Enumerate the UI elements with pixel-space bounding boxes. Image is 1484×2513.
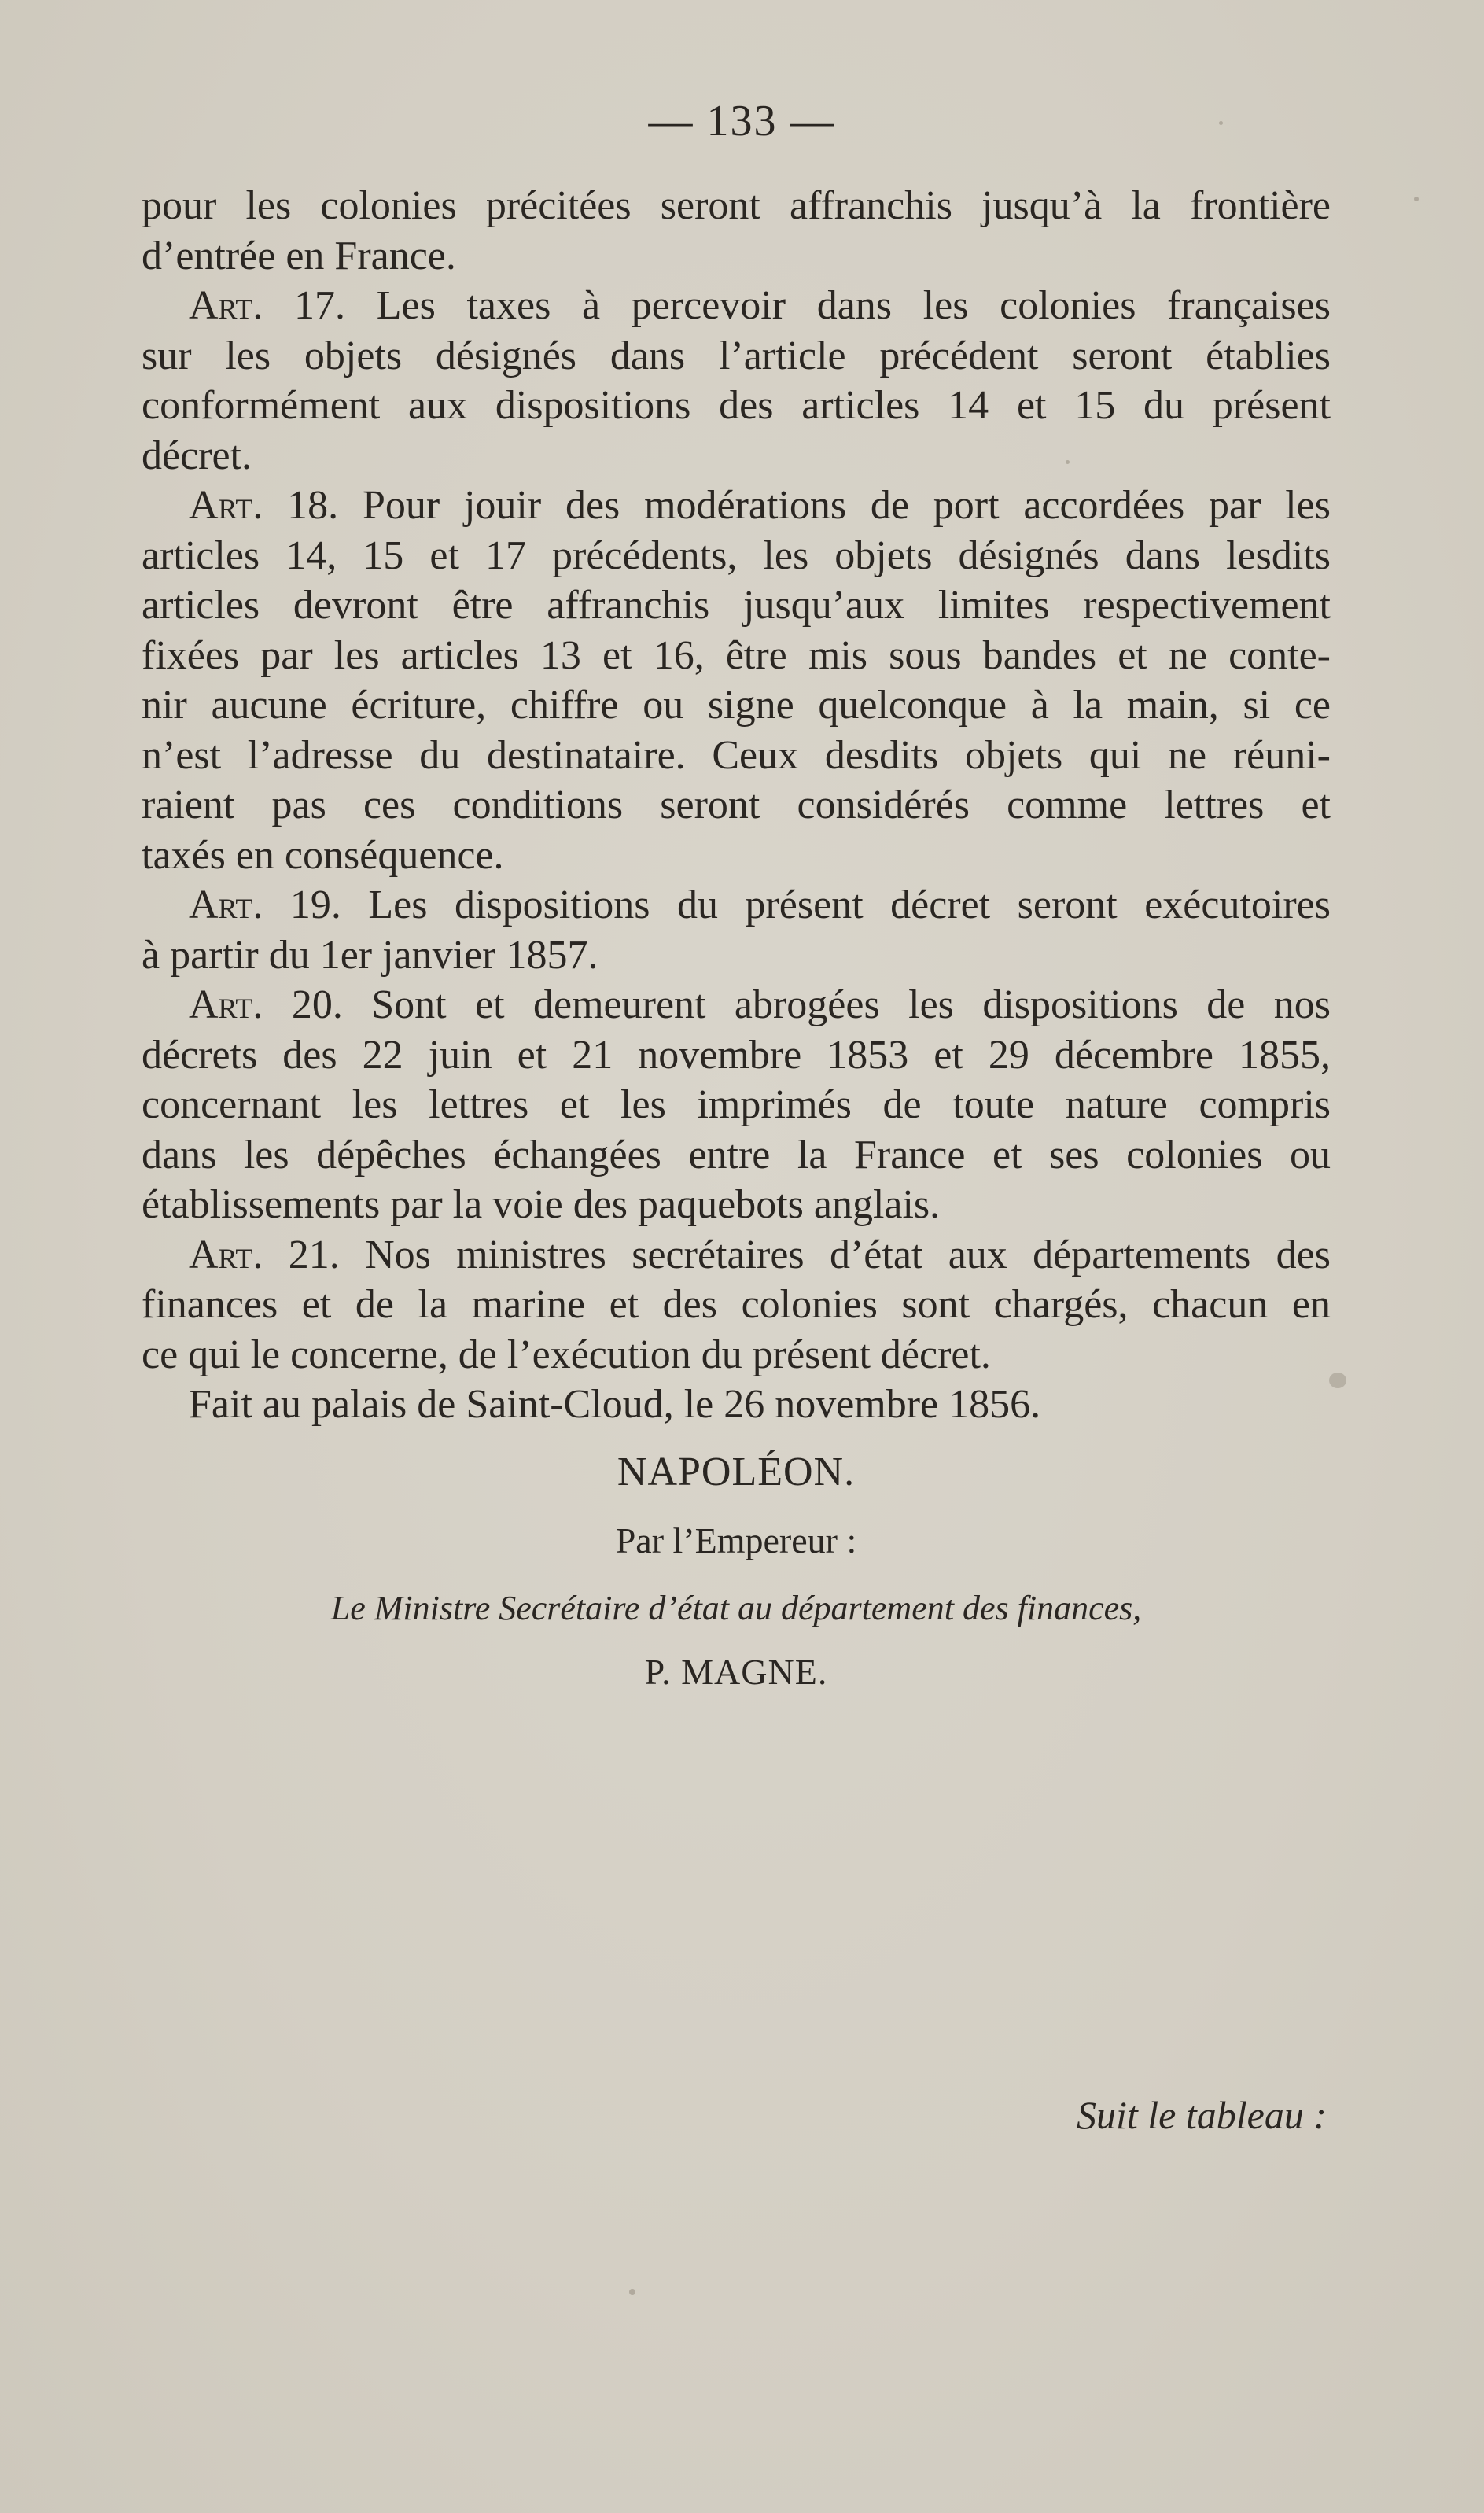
text-line: articles devront être affranchis jusqu’aux limites respectivement xyxy=(142,583,1331,628)
signature-name: NAPOLÉON. xyxy=(617,1449,856,1494)
text-line: établissements par la voie des paquebots anglais. xyxy=(142,1182,941,1227)
article-label: Art. 17. xyxy=(189,283,346,328)
text-line: raient pas ces conditions seront considérés comme lettres et xyxy=(142,783,1331,827)
text-line: à partir du 1er janvier 1857. xyxy=(142,932,598,978)
decree-body xyxy=(142,181,1331,1697)
text-line: fixées par les articles 13 et 16, être mis sous bandes et ne conte- xyxy=(142,632,1331,678)
paper-speck xyxy=(1219,121,1223,125)
text-line: nir aucune écriture, chiffre ou signe quelconque à la main, si ce xyxy=(142,683,1331,728)
paper-speck xyxy=(1329,1373,1346,1388)
continuation-note: Suit le tableau : xyxy=(1077,2093,1327,2137)
article-label: Art. 20. xyxy=(189,982,343,1027)
text-line: articles 14, 15 et 17 précédents, les objets désignés dans lesdits xyxy=(142,532,1331,578)
paper-speck xyxy=(1066,460,1070,464)
paragraph-continuation xyxy=(142,181,1331,281)
text-line: finances et de la marine et des colonies sont chargés, chacun en xyxy=(142,1282,1331,1327)
paper-speck xyxy=(629,2289,635,2295)
article-18 xyxy=(142,481,1331,880)
closing-line: Fait au palais de Saint-Cloud, le 26 novembre 1856. xyxy=(189,1382,1041,1427)
signature-par: Par l’Empereur : xyxy=(615,1520,857,1560)
text-line: ce qui le concerne, de l’exécution du présent décret. xyxy=(142,1332,991,1377)
text-line: concernant les lettres et les imprimés de toute nature compris xyxy=(142,1082,1331,1127)
article-21 xyxy=(142,1230,1331,1380)
text-line: Art. 20. Sont et demeurent abrogées les dispositions de nos xyxy=(189,982,1331,1027)
page-number: — 133 — xyxy=(648,97,836,146)
text-line: taxés en conséquence. xyxy=(142,832,504,878)
text-line: Art. 21. Nos ministres secrétaires d’état aux départements des xyxy=(189,1232,1331,1277)
text-line: n’est l’adresse du destinataire. Ceux desdits objets qui ne réuni- xyxy=(142,732,1331,778)
text-line: dans les dépêches échangées entre la France et ses colonies ou xyxy=(142,1132,1331,1177)
text-line: Art. 18. Pour jouir des modérations de port accordées par les xyxy=(189,483,1331,528)
article-19 xyxy=(142,880,1331,980)
text-line: d’entrée en France. xyxy=(142,233,456,278)
article-label: Art. 18. xyxy=(189,483,339,528)
text-line: Art. 19. Les dispositions du présent décret seront exécutoires xyxy=(189,882,1331,927)
article-label: Art. 21. xyxy=(189,1232,340,1277)
text-line: décrets des 22 juin et 21 novembre 1853 et 29 décembre 1855, xyxy=(142,1032,1331,1078)
text-line: conformément aux dispositions des articles 14 et 15 du présent xyxy=(142,383,1331,428)
article-label: Art. 19. xyxy=(189,882,341,927)
signature-minister: P. MAGNE. xyxy=(644,1652,828,1692)
article-20 xyxy=(142,980,1331,1230)
article-17 xyxy=(142,281,1331,481)
signature-role: Le Ministre Secrétaire d’état au département des finances, xyxy=(330,1588,1142,1627)
text-line: sur les objets désignés dans l’article précédent seront établies xyxy=(142,333,1331,378)
text-line: Art. 17. Les taxes à percevoir dans les colonies françaises xyxy=(189,283,1331,328)
text-line: décret. xyxy=(142,433,252,478)
text-line: pour les colonies précitées seront affranchis jusqu’à la frontière xyxy=(142,183,1331,228)
paper-speck xyxy=(1414,197,1419,201)
